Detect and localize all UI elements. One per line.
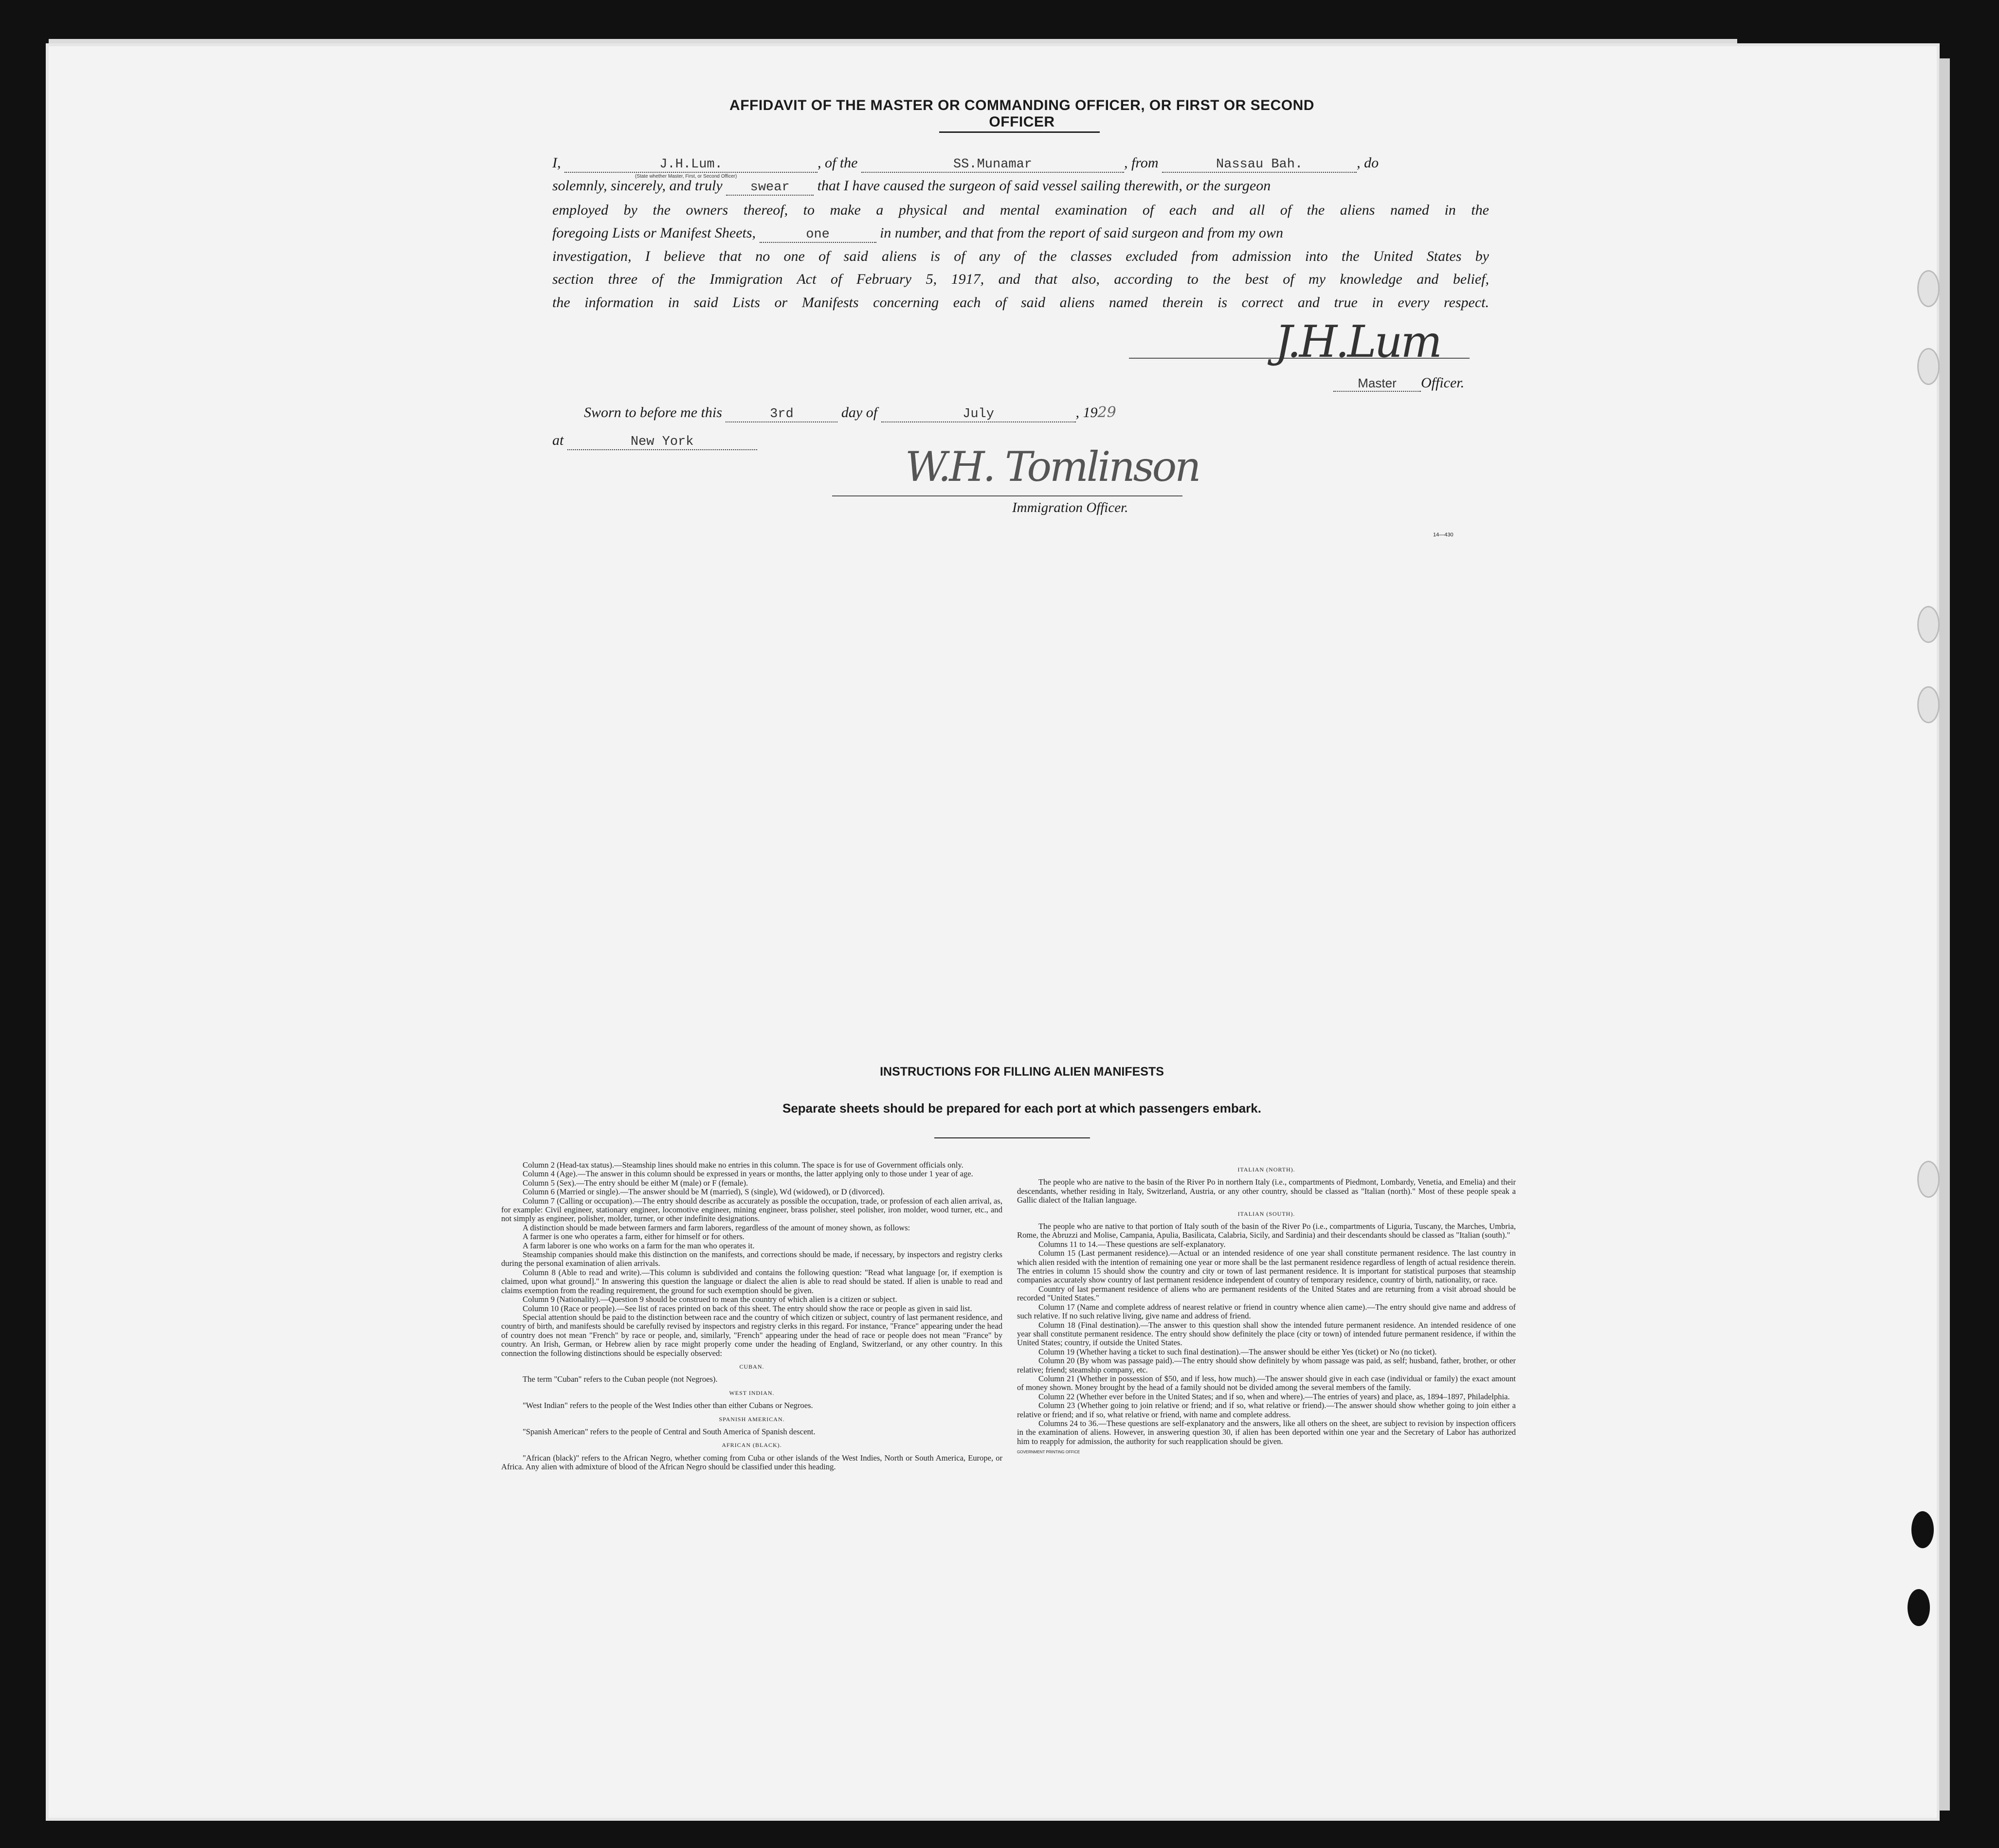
immigration-officer-signature: W.H. Tomlinson bbox=[905, 443, 1199, 491]
cuban-definition: The term "Cuban" refers to the Cuban people (not Negroes). bbox=[523, 1374, 718, 1384]
instruction-para: Column 7 (Calling or occupation).—The entry should describe as accurately as possible the occupation, trade, or profession of each alien arrival, as, for example: Civil engineer, stationary engineer, locomotive engineer, mining engineer, brass polisher, steel polisher, iron molder, wood turner, etc., and not simply as engineer, polisher, molder, turner, or other indefinite designations. bbox=[501, 1196, 1002, 1224]
oath-word: swear bbox=[726, 180, 814, 196]
word-i: I, bbox=[552, 155, 561, 171]
port-of-departure: Nassau Bah. bbox=[1162, 157, 1357, 173]
line-4b: in number, and that from the report of said surgeon and from my own bbox=[880, 225, 1283, 241]
instruction-para: Column 19 (Whether having a ticket to such final destination).—The answer should be either Yes (ticket) or No (no ticket). bbox=[1038, 1347, 1437, 1356]
african-definition: "African (black)" refers to the African Negro, whether coming from Cuba or other islands of the West Indies, North or South America, Europe, or Africa. Any alien with admixture of blood of the African Negro should be classified under this heading. bbox=[501, 1453, 1002, 1472]
punch-hole bbox=[1917, 1161, 1940, 1198]
instruction-para: Column 20 (By whom was passage paid).—The entry should show definitely by whom passage was paid, as self; husband, father, brother, or other relative; friend; steamship company, etc. bbox=[1017, 1356, 1516, 1374]
instruction-para: Column 10 (Race or people).—See list of races printed on back of this sheet. The entry should show the race or people as given in said list. bbox=[523, 1303, 972, 1313]
african-heading: AFRICAN (BLACK). bbox=[722, 1442, 782, 1449]
instructions-left-column bbox=[501, 1161, 1002, 1472]
spanish-american-definition: "Spanish American" refers to the people of Central and South America of Spanish descent. bbox=[523, 1427, 816, 1436]
title-rule bbox=[939, 131, 1100, 133]
instruction-para: A distinction should be made between farmers and farm laborers, regardless of the amount of money shown, as follows: bbox=[523, 1223, 910, 1232]
instruction-para: Column 2 (Head-tax status).—Steamship lines should make no entries in this column. The space is for use of Government officials only. bbox=[523, 1160, 963, 1170]
west-indian-heading: WEST INDIAN. bbox=[729, 1389, 775, 1396]
italian-north-definition: The people who are native to the basin of the River Po in northern Italy (i.e., compartments of Piedmont, Lombardy, Venetia, and Emelia) and their descendants, whether residing in Italy, Switzerland, Austria, or any other country, should be classed as "Italian (north)." Most of these people speak a Gallic dialect of the Italian language. bbox=[1017, 1177, 1516, 1205]
instruction-para: Column 21 (Whether in possession of $50, and if less, how much).—The answer should give in each case (individual or family) the exact amount of money shown. Money brought by the head of a family should not be divided among the several members of the family. bbox=[1017, 1373, 1516, 1392]
affidavit-line-4 bbox=[552, 225, 1283, 243]
instruction-para: Column 9 (Nationality).—Question 9 should be construed to mean the country of which alien is a citizen or subject. bbox=[523, 1295, 897, 1304]
sworn-label: Sworn to before me this bbox=[584, 404, 722, 421]
line-2b: that I have caused the surgeon of said vessel sailing therewith, or the surgeon bbox=[817, 178, 1271, 194]
line-4a: foregoing Lists or Manifest Sheets, bbox=[552, 225, 756, 241]
punch-hole-dark bbox=[1908, 1589, 1930, 1626]
instruction-para: Columns 24 to 36.—These questions are self-explanatory and the answers, like all others on the sheet, are subject to revision by inspection officers in the examination of aliens. However, in answering question 30, if alien has been deported within one year and the Secretary of Labor has authorized him to reapply for admission, the authority for such reapplication should be given. bbox=[1017, 1418, 1516, 1446]
instruction-para: Column 23 (Whether going to join relative or friend; and if so, what relative or friend).—The answer should show whether going to join either a relative or friend; and if so, what relative or friend, with name and complete address. bbox=[1017, 1401, 1516, 1419]
punch-hole bbox=[1917, 348, 1940, 385]
instruction-para: Column 8 (Able to read and write).—This column is subdivided and contains the following question: "Read what language [or, if exemption is claimed, upon what ground]." In answering this question the language or dialect the alien is able to read should be stated. If alien is unable to read and claims exemption from the reading requirement, the ground for such exemption should be given. bbox=[501, 1267, 1002, 1295]
instructions-right-column bbox=[1017, 1161, 1516, 1457]
instruction-para: Column 4 (Age).—The answer in this column should be expressed in years or months, the latter applying only to those under 1 year of age. bbox=[523, 1169, 973, 1179]
form-number: 14—430 bbox=[1433, 532, 1454, 538]
punch-hole bbox=[1917, 606, 1940, 643]
affidavit-line-7: the information in said Lists or Manifests concerning each of said aliens named therein is correct and true in every respect. bbox=[552, 294, 1489, 311]
instruction-para: Column 18 (Final destination).—The answer to this question shall show the intended future permanent residence. An intended residence of one year shall constitute permanent residence. The entry should show definitely the place (city or town) of intended future permanent residence, if within the United States; country, if outside the United States. bbox=[1017, 1320, 1516, 1348]
italian-north-heading: ITALIAN (NORTH). bbox=[1237, 1166, 1295, 1173]
instructions-title: INSTRUCTIONS FOR FILLING ALIEN MANIFESTS bbox=[880, 1065, 1164, 1079]
instruction-para: Columns 11 to 14.—These questions are self-explanatory. bbox=[1038, 1239, 1226, 1249]
affidavit-line-6: section three of the Immigration Act of February 5, 1917, and that also, according to the best of my knowledge and belief, bbox=[552, 271, 1489, 287]
instructions-rule bbox=[934, 1137, 1090, 1138]
master-signature: J.H.Lum bbox=[1275, 316, 1440, 367]
affidavit-title: AFFIDAVIT OF THE MASTER OR COMMANDING OFFICER, OR FIRST OR SECOND OFFICER bbox=[729, 97, 1314, 130]
line-2a: solemnly, sincerely, and truly bbox=[552, 178, 723, 194]
sheet-count: one bbox=[760, 227, 876, 243]
word-do: , do bbox=[1357, 155, 1379, 171]
year-suffix: 29 bbox=[1097, 404, 1116, 421]
cuban-heading: CUBAN. bbox=[739, 1363, 764, 1370]
printer-imprint: GOVERNMENT PRINTING OFFICE bbox=[1017, 1450, 1080, 1455]
punch-hole bbox=[1917, 686, 1940, 723]
officer-suffix: Officer. bbox=[1421, 375, 1465, 391]
italian-south-heading: ITALIAN (SOUTH). bbox=[1237, 1210, 1295, 1217]
sworn-line bbox=[584, 404, 1116, 422]
officer-name: J.H.Lum. bbox=[564, 157, 818, 173]
sworn-day: 3rd bbox=[726, 407, 837, 422]
instruction-para: Column 6 (Married or single).—The answer should be M (married), S (single), Wd (widowed), or D (divorced). bbox=[523, 1187, 885, 1197]
sworn-month: July bbox=[881, 407, 1076, 422]
west-indian-definition: "West Indian" refers to the people of the West Indies other than either Cubans or Negroes. bbox=[523, 1401, 813, 1410]
instruction-para: Steamship companies should make this distinction on the manifests, and corrections should be made, if necessary, by inspectors and registry clerks during the personal examination of alien arrivals. bbox=[501, 1250, 1002, 1268]
officer-rank: Master bbox=[1333, 376, 1421, 392]
italian-south-definition: The people who are native to that portion of Italy south of the basin of the River Po (i.e., compartments of Liguria, Tuscany, the Marches, Umbria, Rome, the Abruzzi and Molise, Campania, Apulia, Basilicata, Calabria, Sicily, and Sardinia) and their descendants should be classed as "Italian (south)." bbox=[1017, 1222, 1516, 1240]
word-from: , from bbox=[1124, 155, 1159, 171]
instructions-subtitle: Separate sheets should be prepared for each port at which passengers embark. bbox=[782, 1101, 1261, 1116]
instruction-para: A farm laborer is one who works on a farm for the man who operates it. bbox=[523, 1241, 755, 1250]
sworn-place: New York bbox=[567, 435, 757, 450]
officer-hint: (State whether Master, First, or Second Officer) bbox=[635, 174, 737, 179]
affidavit-line-2 bbox=[552, 178, 1271, 196]
spanish-american-heading: SPANISH AMERICAN. bbox=[719, 1415, 785, 1423]
rank-line bbox=[1333, 375, 1464, 392]
instruction-para: Column 22 (Whether ever before in the United States; and if so, when and where).—The entries of years) and place, as, 1894–1897, Philadelphia. bbox=[1038, 1391, 1510, 1401]
day-of-label: day of bbox=[841, 404, 878, 421]
affidavit-line-3: employed by the owners thereof, to make a physical and mental examination of each and all of the aliens named in the bbox=[552, 202, 1489, 218]
instruction-para: Column 5 (Sex).—The entry should be either M (male) or F (female). bbox=[523, 1178, 748, 1188]
immigration-officer-label: Immigration Officer. bbox=[1012, 500, 1128, 515]
instruction-para: Column 15 (Last permanent residence).—Actual or an intended residence of one year shall constitute permanent residence. The last country in which alien resided with the intention of remaining one year or more shall be the last permanent residence regardless of length of actual residence therein. The entries in column 15 should show the country and city or town of last permanent residence. It is important for statistical purposes that steamship companies accurately show country of last permanent residence independent of country of temporary residence, country of birth, nationality, or race. bbox=[1017, 1248, 1516, 1285]
affidavit-line-1 bbox=[552, 155, 1379, 173]
vessel-name: SS.Munamar bbox=[861, 157, 1124, 173]
affidavit-line-5: investigation, I believe that no one of said aliens is of any of the classes excluded from admission into the United States by bbox=[552, 248, 1489, 264]
instruction-para: Special attention should be paid to the distinction between race and the country of which citizen or subject, country of last permanent residence, and country of birth, and manifests should be carefully revised by inspectors and registry clerks in this regard. For instance, "France" appearing under the head of country does not mean "French" by race or people, and, similarly, "French" appearing under the head of race or people does not mean "France" by country. An Irish, German, or Hebrew alien by race might properly come under the heading of England, Switzerland, or any other country. In this connection the following distinctions should be especially observed: bbox=[501, 1312, 1002, 1358]
year-prefix: , 19 bbox=[1075, 404, 1098, 421]
instruction-para: Column 17 (Name and complete address of nearest relative or friend in country whence alien came).—The entry should give name and address of such relative. If no such relative living, give name and address of friend. bbox=[1017, 1302, 1516, 1321]
word-of-the: , of the bbox=[818, 155, 858, 171]
punch-hole-dark bbox=[1911, 1511, 1934, 1548]
instruction-para: Country of last permanent residence of aliens who are permanent residents of the United States and are returning from a visit abroad should be recorded "United States." bbox=[1017, 1284, 1516, 1303]
page-edge-right bbox=[1939, 58, 1950, 1811]
instruction-para: A farmer is one who operates a farm, either for himself or for others. bbox=[523, 1232, 745, 1242]
punch-hole bbox=[1917, 270, 1940, 307]
immigration-signature-line bbox=[832, 495, 1182, 496]
manifest-page bbox=[49, 46, 1937, 1818]
place-line bbox=[552, 432, 757, 450]
at-label: at bbox=[552, 432, 564, 448]
